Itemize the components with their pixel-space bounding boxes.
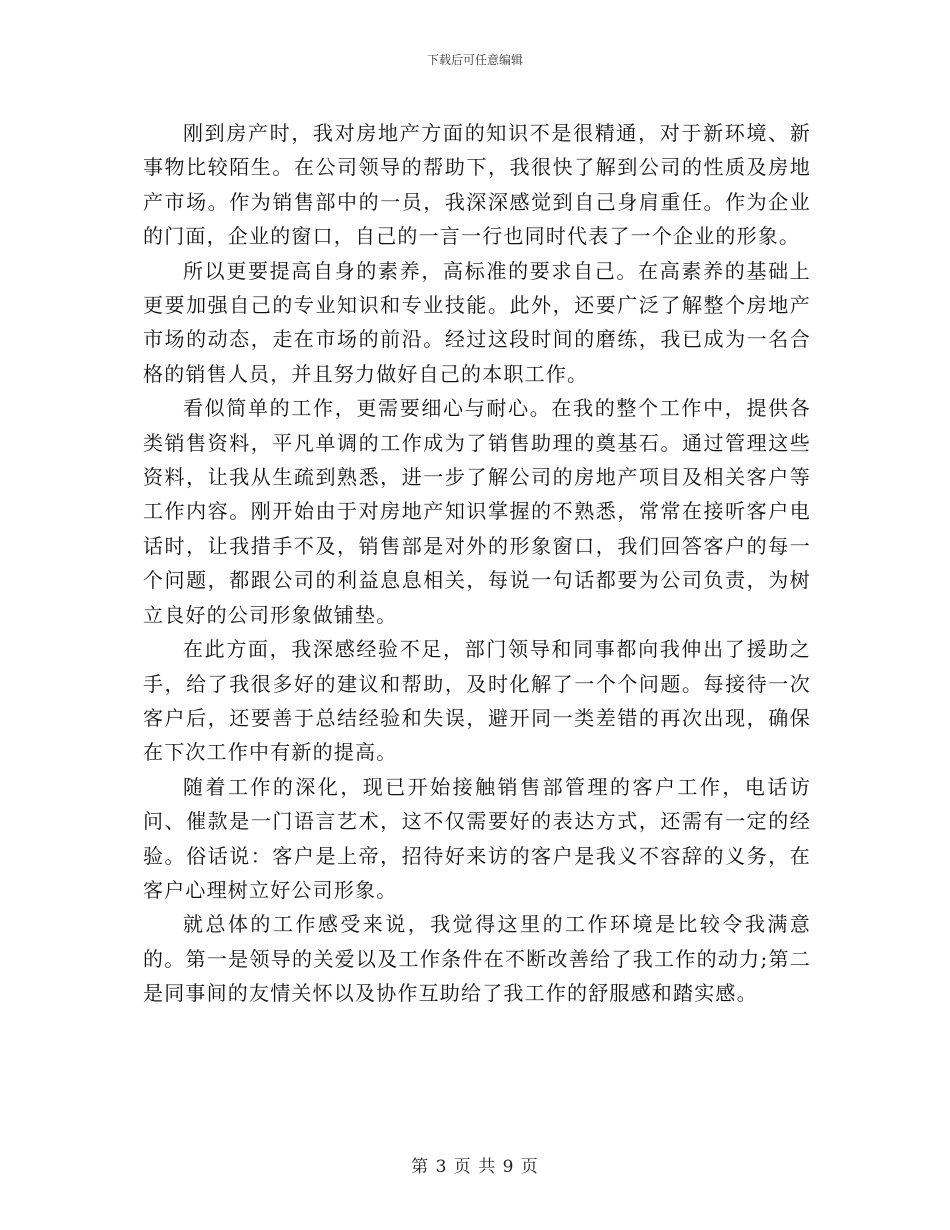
paragraph: 所以更要提高自身的素养，高标准的要求自己。在高素养的基础上更要加强自己的专业知识和专业技能。此外，还要广泛了解整个房地产市场的动态，走在市场的前沿。经过这段时间的磨练，我已成为一名合格的销售人员，并且努力做好自己的本职工作。 xyxy=(143,258,811,386)
paragraph: 就总体的工作感受来说，我觉得这里的工作环境是比较令我满意的。第一是领导的关爱以及工作条件在不断改善给了我工作的动力;第二是同事间的友情关怀以及协作互助给了我工作的舒服感和踏实感。 xyxy=(143,912,811,1006)
page-footer: 第 3 页 共 9 页 xyxy=(411,1157,539,1177)
paragraph: 在此方面，我深感经验不足，部门领导和同事都向我伸出了援助之手，给了我很多好的建议和帮助，及时化解了一个个问题。每接待一次客户后，还要善于总结经验和失误，避开同一类差错的再次出现，确保在下次工作中有新的提高。 xyxy=(143,637,811,765)
paragraph: 看似简单的工作，更需要细心与耐心。在我的整个工作中，提供各类销售资料，平凡单调的工作成为了销售助理的奠基石。通过管理这些资料，让我从生疏到熟悉，进一步了解公司的房地产项目及相关客户等工作内容。刚开始由于对房地产知识掌握的不熟悉，常常在接听客户电话时，让我措手不及，销售部是对外的形象窗口，我们回答客户的每一个问题，都跟公司的利益息息相关，每说一句话都要为公司负责，为树立良好的公司形象做铺垫。 xyxy=(143,396,811,627)
paragraph: 刚到房产时，我对房地产方面的知识不是很精通，对于新环境、新事物比较陌生。在公司领导的帮助下，我很快了解到公司的性质及房地产市场。作为销售部中的一员，我深深感觉到自己身肩重任。作为企业的门面，企业的窗口，自己的一言一行也同时代表了一个企业的形象。 xyxy=(143,121,811,249)
paragraph: 随着工作的深化，现已开始接触销售部管理的客户工作，电话访问、催款是一门语言艺术，这不仅需要好的表达方式，还需有一定的经验。俗话说：客户是上帝，招待好来访的客户是我义不容辞的义务，在客户心理树立好公司形象。 xyxy=(143,774,811,902)
page-header: 下载后可任意编辑 xyxy=(426,53,523,67)
document-body xyxy=(143,116,811,1011)
